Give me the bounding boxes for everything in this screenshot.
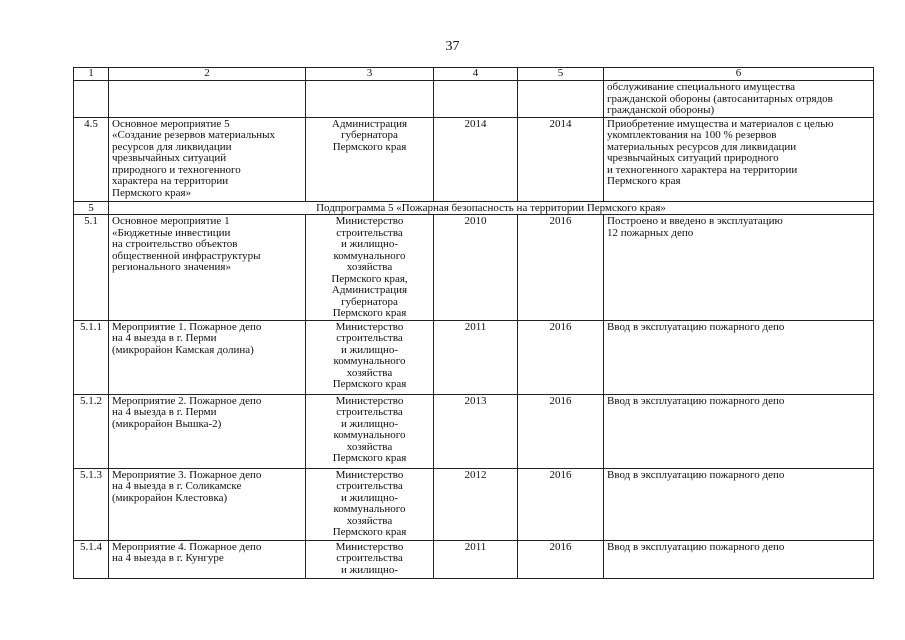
activity-name-line: «Бюджетные инвестиции [112, 226, 231, 239]
table-row [74, 468, 874, 540]
activity-name [109, 320, 306, 394]
activity-name-line: Мероприятие 1. Пожарное депо [112, 320, 262, 333]
column-number-2: 2 [109, 68, 306, 81]
table-row [74, 320, 874, 394]
activity-name-line: Пермского края» [112, 186, 192, 199]
responsible-executor-line: Пермского края, [331, 272, 408, 285]
item-number: 4.5 [74, 117, 109, 201]
responsible-executor-line: Пермского края [332, 452, 407, 464]
column-number-row [74, 68, 874, 81]
start-year [434, 81, 518, 118]
responsible-executor-line: и жилищно- [340, 563, 399, 576]
responsible-executor-line: Администрация [331, 117, 408, 130]
subprogram-row [74, 201, 874, 215]
responsible-executor-line: коммунального [333, 503, 406, 515]
activity-name [109, 117, 306, 201]
expected-result-line: Ввод в эксплуатацию пожарного депо [607, 468, 785, 481]
responsible-executor-line: коммунального [333, 249, 406, 262]
responsible-executor [306, 320, 434, 394]
responsible-executor-line: хозяйства [346, 514, 393, 527]
activity-name [109, 540, 306, 578]
responsible-executor-line: строительства [336, 552, 403, 564]
column-number-4: 4 [434, 68, 518, 81]
responsible-executor-line: коммунального [333, 355, 406, 367]
activity-name-line: на строительство объектов [112, 238, 238, 250]
responsible-executor-line: коммунального [333, 429, 406, 441]
expected-result [604, 81, 874, 118]
responsible-executor-line: Министерство [335, 540, 404, 553]
activity-name-line: общественной инфраструктуры [112, 249, 261, 262]
responsible-executor-line: и жилищно- [340, 238, 399, 250]
responsible-executor-line: Министерство [335, 468, 404, 481]
responsible-executor-line: хозяйства [346, 261, 393, 273]
expected-result-line: укомплектования на 100 % резервов [607, 129, 777, 141]
responsible-executor-line: и жилищно- [340, 343, 399, 356]
activity-name-line: природного и техногенного [112, 163, 241, 176]
end-year: 2016 [518, 394, 604, 468]
responsible-executor-line: Пермского края [332, 526, 407, 538]
responsible-executor-line: строительства [336, 332, 403, 344]
expected-result [604, 117, 874, 201]
activity-name-line: на 4 выезда в г. Кунгуре [112, 552, 224, 564]
subprogram-title: Подпрограмма 5 «Пожарная безопасность на территории Пермского края» [109, 201, 874, 215]
start-year: 2014 [434, 117, 518, 201]
activity-name-line: регионального значения» [112, 261, 231, 273]
activity-name [109, 215, 306, 321]
program-activities-table [73, 67, 874, 579]
expected-result-line: и техногенного характера на территории [607, 163, 798, 176]
responsible-executor-line: губернатора [341, 295, 398, 308]
expected-result-line: Приобретение имущества и материалов с целью [607, 117, 834, 130]
activity-name-line: Мероприятие 2. Пожарное депо [112, 394, 262, 407]
expected-result-line: гражданской обороны) [607, 104, 715, 116]
responsible-executor-line: Администрация [331, 284, 408, 296]
responsible-executor-line: строительства [336, 226, 403, 239]
expected-result-line: чрезвычайных ситуаций природного [607, 152, 779, 164]
activity-name-line: Основное мероприятие 5 [112, 117, 230, 130]
responsible-executor-line: Пермского края [332, 140, 407, 153]
expected-result [604, 468, 874, 540]
end-year: 2016 [518, 468, 604, 540]
end-year [518, 81, 604, 118]
expected-result [604, 540, 874, 578]
expected-result-line: Ввод в эксплуатацию пожарного депо [607, 320, 785, 333]
end-year: 2016 [518, 540, 604, 578]
activity-name-line: (микрорайон Клестовка) [112, 491, 228, 504]
responsible-executor-line: Министерство [335, 320, 404, 333]
responsible-executor-line: строительства [336, 480, 403, 492]
item-number: 5.1.1 [74, 320, 109, 394]
item-number [74, 81, 109, 118]
start-year: 2010 [434, 215, 518, 321]
activity-name [109, 394, 306, 468]
start-year: 2011 [434, 540, 518, 578]
responsible-executor [306, 394, 434, 468]
column-number-3: 3 [306, 68, 434, 81]
responsible-executor-line: губернатора [341, 129, 398, 141]
expected-result-line: 12 пожарных депо [607, 226, 694, 239]
responsible-executor-line: Министерство [335, 394, 404, 407]
column-number-1: 1 [74, 68, 109, 81]
item-number: 5.1.2 [74, 394, 109, 468]
expected-result [604, 215, 874, 321]
column-number-5: 5 [518, 68, 604, 81]
activity-name-line: чрезвычайных ситуаций [112, 152, 227, 164]
responsible-executor-line: Пермского края [332, 307, 407, 319]
expected-result-line: Пермского края [607, 175, 681, 187]
activity-name [109, 81, 306, 118]
end-year: 2016 [518, 320, 604, 394]
responsible-executor [306, 540, 434, 578]
activity-name-line: на 4 выезда в г. Перми [112, 332, 217, 344]
column-number-6: 6 [604, 68, 874, 81]
table-row [74, 117, 874, 201]
page-number: 37 [445, 39, 460, 54]
expected-result-line: материальных ресурсов для ликвидации [607, 140, 797, 153]
item-number: 5.1.3 [74, 468, 109, 540]
expected-result-line: Ввод в эксплуатацию пожарного депо [607, 540, 785, 553]
table-row [74, 215, 874, 321]
responsible-executor [306, 468, 434, 540]
activity-name-line: Мероприятие 3. Пожарное депо [112, 468, 262, 481]
table-row [74, 81, 874, 118]
activity-name-line: на 4 выезда в г. Перми [112, 406, 217, 418]
start-year: 2011 [434, 320, 518, 394]
expected-result [604, 320, 874, 394]
item-number: 5.1 [74, 215, 109, 321]
start-year: 2012 [434, 468, 518, 540]
activity-name-line: характера на территории [112, 175, 229, 187]
activity-name-line: «Создание резервов материальных [112, 129, 275, 141]
activity-name-line: (микрорайон Камская долина) [112, 343, 254, 356]
activity-name [109, 468, 306, 540]
responsible-executor-line: хозяйства [346, 366, 393, 379]
activity-name-line: Основное мероприятие 1 [112, 215, 230, 227]
table-row [74, 540, 874, 578]
responsible-executor-line: Министерство [335, 215, 404, 227]
end-year: 2016 [518, 215, 604, 321]
end-year: 2014 [518, 117, 604, 201]
expected-result-line: гражданской обороны (автосанитарных отрядов [607, 92, 833, 105]
activity-name-line: ресурсов для ликвидации [112, 140, 232, 153]
activity-name-line: Мероприятие 4. Пожарное депо [112, 540, 262, 553]
responsible-executor [306, 117, 434, 201]
responsible-executor-line: Пермского края [332, 378, 407, 390]
expected-result-line: Ввод в эксплуатацию пожарного депо [607, 394, 785, 407]
expected-result [604, 394, 874, 468]
responsible-executor-line: и жилищно- [340, 417, 399, 430]
start-year: 2013 [434, 394, 518, 468]
item-number: 5.1.4 [74, 540, 109, 578]
expected-result-line: Построено и введено в эксплуатацию [607, 215, 783, 227]
activity-name-line: на 4 выезда в г. Соликамске [112, 480, 242, 492]
table-row [74, 394, 874, 468]
activity-name-line: (микрорайон Вышка-2) [112, 417, 222, 430]
subprogram-number: 5 [74, 201, 109, 215]
responsible-executor-line: строительства [336, 406, 403, 418]
responsible-executor [306, 81, 434, 118]
responsible-executor-line: хозяйства [346, 440, 393, 453]
expected-result-line: обслуживание специального имущества [607, 81, 796, 93]
responsible-executor-line: и жилищно- [340, 491, 399, 504]
responsible-executor [306, 215, 434, 321]
